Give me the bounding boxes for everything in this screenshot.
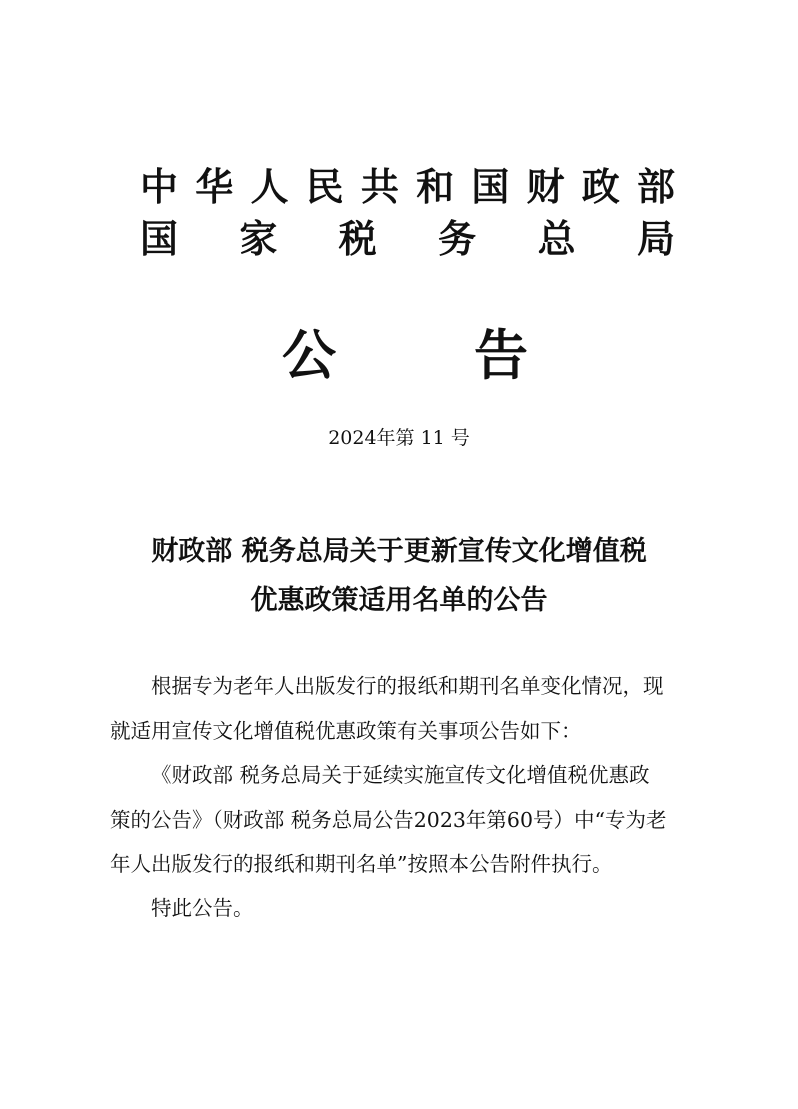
doc-type-char: 公 <box>282 324 336 387</box>
body-text-line: 年人出版发行的报纸和期刊名单”按照本公告附件执行。 <box>110 852 613 876</box>
issuer-char: 家 <box>239 216 278 261</box>
issuer-char: 共 <box>360 164 399 209</box>
issuer-char: 务 <box>438 216 477 261</box>
document-number: 2024年第 11 号 <box>328 427 470 449</box>
body-text-line: 根据专为老年人出版发行的报纸和期刊名单变化情况，现 <box>151 674 664 698</box>
issuer-char: 国 <box>140 216 179 261</box>
document-type <box>282 326 528 386</box>
issuer-char: 华 <box>195 164 234 209</box>
issuer-char: 民 <box>305 164 344 209</box>
document-title-line: 优惠政策适用名单的公告 <box>250 585 548 616</box>
body-text-line: 就适用宣传文化增值税优惠政策有关事项公告如下： <box>110 719 582 743</box>
issuer-char: 中 <box>140 164 179 209</box>
doc-type-char: 告 <box>474 324 528 387</box>
issuer-char: 财 <box>526 164 565 209</box>
issuer-char: 政 <box>581 164 620 209</box>
issuer-ministry-of-finance <box>140 164 675 210</box>
document-title-line: 财政部 税务总局关于更新宣传文化增值税 <box>151 536 647 567</box>
issuer-state-taxation-administration <box>140 216 675 262</box>
issuer-char: 局 <box>636 216 675 261</box>
body-text-line: 策的公告》（财政部 税务总局公告2023年第60号）中“专为老 <box>110 808 667 832</box>
issuer-char: 部 <box>636 164 675 209</box>
body-text-line: 《财政部 税务总局关于延续实施宣传文化增值税优惠政 <box>151 763 650 787</box>
issuer-char: 人 <box>250 164 289 209</box>
issuer-char: 总 <box>537 216 576 261</box>
body-text-line: 特此公告。 <box>151 896 254 920</box>
issuer-char: 国 <box>471 164 510 209</box>
issuer-char: 税 <box>338 216 377 261</box>
issuer-char: 和 <box>416 164 455 209</box>
